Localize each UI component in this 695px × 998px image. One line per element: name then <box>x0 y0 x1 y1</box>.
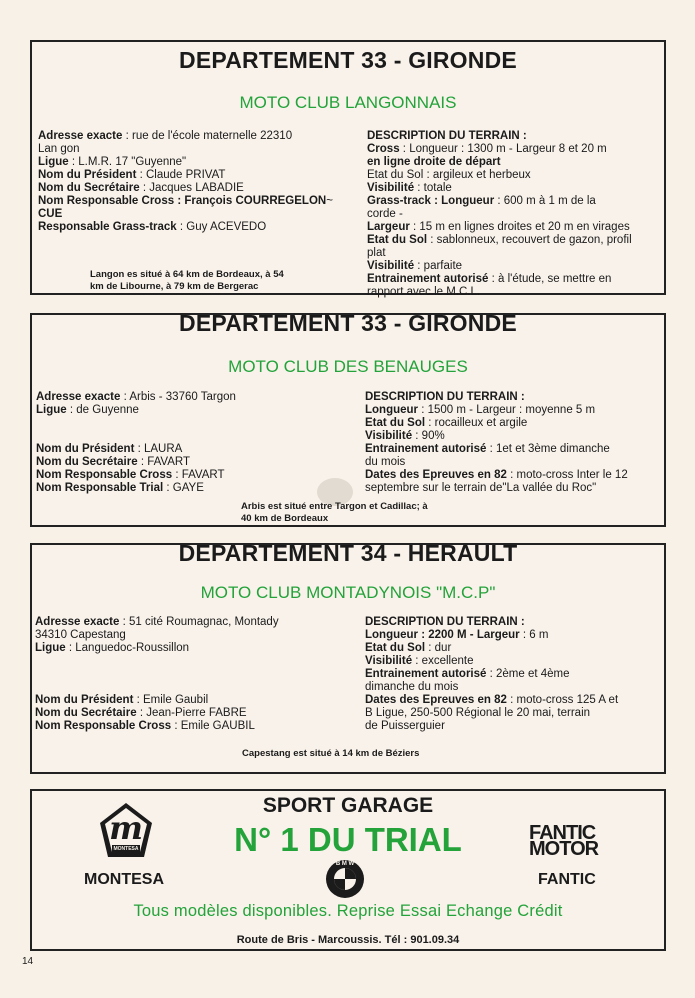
note-line: km de Libourne, à 79 km de Bergerac <box>90 281 259 292</box>
field-value: : 600 m à 1 m de la <box>494 195 596 207</box>
note-line: Capestang est situé à 14 km de Béziers <box>242 748 420 759</box>
field-label: Adresse exacte <box>36 391 121 403</box>
advertisement-box <box>30 789 666 951</box>
field-value: : Claude PRIVAT <box>136 169 226 181</box>
field-value: septembre sur le terrain de"La vallée du Roc" <box>365 482 597 494</box>
left-line <box>38 182 333 195</box>
club-details-left <box>36 391 236 495</box>
field-label: Visibilité <box>365 430 413 442</box>
right-line <box>365 642 618 655</box>
right-line <box>365 443 628 456</box>
field-label: Etat du Sol <box>365 642 426 654</box>
right-line <box>367 286 632 299</box>
club-name: MOTO CLUB DES BENAUGES <box>228 357 468 376</box>
field-label: Adresse exacte <box>35 616 120 628</box>
note-line: 40 km de Bordeaux <box>241 513 329 524</box>
location-note <box>242 748 419 760</box>
field-value: 34310 Capestang <box>35 629 126 641</box>
field-value: corde - <box>367 208 403 220</box>
left-line <box>35 681 279 694</box>
field-label: Cross <box>367 143 400 155</box>
ad-address: Route de Bris - Marcoussis. Tél : 901.09.34 <box>236 934 460 946</box>
left-line <box>36 469 236 482</box>
field-label: Visibilité <box>365 655 413 667</box>
field-value: : Guy ACEVEDO <box>176 221 267 233</box>
field-value: Etat du Sol : argileux et herbeux <box>367 169 531 181</box>
field-label: CUE <box>38 208 63 220</box>
field-label: Nom du Président <box>36 443 135 455</box>
field-label: DESCRIPTION DU TERRAIN : <box>365 391 525 403</box>
field-value: : à l'étude, se mettre en <box>488 273 612 285</box>
field-value: : rue de l'école maternelle 22310 <box>122 130 293 142</box>
bmw-logo <box>325 859 365 899</box>
montesa-logo-caption: MONTESA <box>113 846 139 852</box>
field-value: : 1et et 3ème dimanche <box>486 443 610 455</box>
left-line <box>38 130 333 143</box>
left-line <box>36 430 236 443</box>
field-value: plat <box>367 247 386 259</box>
right-line <box>365 655 618 668</box>
section-box-3 <box>30 540 666 774</box>
fantic-logo-line2: MOTOR <box>529 838 599 860</box>
field-label: Largeur <box>367 221 410 233</box>
right-line <box>365 482 628 495</box>
field-label: Nom du Secrétaire <box>36 456 138 468</box>
right-line <box>365 629 618 642</box>
fantic-logo <box>529 822 619 860</box>
fantic-label: FANTIC <box>538 871 596 888</box>
field-label: DESCRIPTION DU TERRAIN : <box>365 616 525 628</box>
field-label: DESCRIPTION DU TERRAIN : <box>367 130 527 142</box>
field-value: : FAVART <box>137 456 191 468</box>
left-line <box>35 707 279 720</box>
field-value: : excellente <box>412 655 474 667</box>
right-line <box>365 616 618 629</box>
field-label: Ligue <box>35 642 66 654</box>
right-line <box>367 156 632 169</box>
left-line <box>35 668 279 681</box>
field-value: dimanche du mois <box>365 681 459 693</box>
field-label: Adresse exacte <box>38 130 123 142</box>
field-value: Lan gon <box>38 143 80 155</box>
field-label: Nom Responsable Cross <box>36 469 173 481</box>
field-value: : moto-cross 125 A et <box>506 694 619 706</box>
terrain-description <box>365 616 618 733</box>
right-line <box>367 273 632 286</box>
field-label: Nom du Secrétaire <box>35 707 137 719</box>
right-line <box>365 430 628 443</box>
field-value: : moto-cross Inter le 12 <box>506 469 628 481</box>
right-line <box>365 404 628 417</box>
right-line <box>365 668 618 681</box>
field-value: B Ligue, 250-500 Régional le 20 mai, terrain <box>365 707 591 719</box>
field-label: Dates des Epreuves en 82 <box>365 694 507 706</box>
right-line <box>367 234 632 247</box>
field-value: : 15 m en lignes droites et 20 m en virages <box>409 221 630 233</box>
field-label: Nom Responsable Cross : François COURREGELON <box>38 195 327 207</box>
right-line <box>365 469 628 482</box>
field-value: de Puisserguier <box>365 720 445 732</box>
field-value: : rocailleux et argile <box>425 417 528 429</box>
note-line: Arbis est situé entre Targon et Cadillac; à <box>241 501 428 512</box>
right-line <box>367 182 632 195</box>
ad-title: SPORT GARAGE <box>262 794 434 817</box>
right-line <box>367 208 632 221</box>
field-value: : 90% <box>412 430 445 442</box>
left-line <box>36 482 236 495</box>
ad-headline: N° 1 DU TRIAL <box>234 821 462 858</box>
left-line <box>38 195 333 208</box>
left-line <box>38 208 333 221</box>
field-value: : Emile Gaubil <box>133 694 209 706</box>
field-label: Visibilité <box>367 182 415 194</box>
left-line <box>38 221 333 234</box>
field-value: : L.M.R. 17 "Guyenne" <box>68 156 187 168</box>
club-details-left <box>35 616 279 733</box>
field-label: Entrainement autorisé <box>365 668 487 680</box>
left-line <box>36 456 236 469</box>
field-label: Nom du Président <box>38 169 137 181</box>
right-line <box>365 707 618 720</box>
field-value: : parfaite <box>414 260 463 272</box>
right-line <box>367 247 632 260</box>
club-name: MOTO CLUB MONTADYNOIS "M.C.P" <box>200 583 496 602</box>
field-value: : dur <box>425 642 452 654</box>
field-value: : de Guyenne <box>66 404 139 416</box>
field-value: : 51 cité Roumagnac, Montady <box>119 616 279 628</box>
fantic-logo-line1: FANTIC <box>529 822 596 844</box>
field-value: : Jacques LABADIE <box>139 182 244 194</box>
right-line <box>365 456 628 469</box>
field-label: Nom du Secrétaire <box>38 182 140 194</box>
field-label: Longueur <box>365 404 419 416</box>
field-value: du mois <box>365 456 406 468</box>
field-value: : Arbis - 33760 Targon <box>120 391 236 403</box>
field-label: Etat du Sol <box>367 234 428 246</box>
montesa-logo-letter: m <box>109 809 143 847</box>
field-label: Dates des Epreuves en 82 <box>365 469 507 481</box>
left-line <box>38 156 333 169</box>
field-label: Grass-track : Longueur <box>367 195 495 207</box>
right-line <box>367 221 632 234</box>
section-box-2 <box>30 310 666 527</box>
note-line: Langon es situé à 64 km de Bordeaux, à 54 <box>90 269 284 280</box>
right-line <box>365 681 618 694</box>
field-value: ~ <box>326 195 333 207</box>
field-label: en ligne droite de départ <box>367 156 501 168</box>
right-line <box>365 694 618 707</box>
bmw-letters: B M W <box>335 861 355 867</box>
field-label: Ligue <box>38 156 69 168</box>
left-line <box>36 404 236 417</box>
right-line <box>367 143 632 156</box>
department-title: DEPARTEMENT 34 - HERAULT <box>178 540 518 566</box>
field-value: : Languedoc-Roussillon <box>65 642 190 654</box>
left-line <box>36 391 236 404</box>
field-value: : LAURA <box>134 443 183 455</box>
right-line <box>365 720 618 733</box>
field-value: : Jean-Pierre FABRE <box>136 707 247 719</box>
field-label: Nom du Président <box>35 694 134 706</box>
right-line <box>367 169 632 182</box>
montesa-label: MONTESA <box>84 871 164 888</box>
field-value: : FAVART <box>172 469 225 481</box>
field-value: : 2ème et 4ème <box>486 668 570 680</box>
left-line <box>36 417 236 430</box>
department-title: DEPARTEMENT 33 - GIRONDE <box>179 310 517 336</box>
field-value: : 1500 m - Largeur : moyenne 5 m <box>418 404 596 416</box>
section-box-1 <box>30 40 666 298</box>
right-line <box>365 417 628 430</box>
page-number: 14 <box>22 956 34 967</box>
field-value: : sablonneux, recouvert de gazon, profil <box>427 234 632 246</box>
field-label: Etat du Sol <box>365 417 426 429</box>
club-details-left <box>38 130 333 234</box>
field-label: Longueur : 2200 M - Largeur <box>365 629 520 641</box>
montesa-logo <box>96 801 156 861</box>
field-value: rapport avec le M.C.L. <box>367 286 481 298</box>
left-line <box>35 616 279 629</box>
field-value: : Emile GAUBIL <box>171 720 255 732</box>
field-label: Entrainement autorisé <box>367 273 489 285</box>
left-line <box>35 629 279 642</box>
left-line <box>38 143 333 156</box>
club-name: MOTO CLUB LANGONNAIS <box>239 93 457 112</box>
field-value: : totale <box>414 182 452 194</box>
field-label: Nom Responsable Cross <box>35 720 172 732</box>
left-line <box>38 169 333 182</box>
left-line <box>35 720 279 733</box>
left-line <box>35 642 279 655</box>
location-note <box>241 501 428 525</box>
field-label: Nom Responsable Trial <box>36 482 164 494</box>
right-line <box>367 260 632 273</box>
left-line <box>36 443 236 456</box>
field-label: Entrainement autorisé <box>365 443 487 455</box>
department-title: DEPARTEMENT 33 - GIRONDE <box>179 47 517 73</box>
field-value: : GAYE <box>163 482 204 494</box>
left-line <box>35 694 279 707</box>
field-label: Responsable Grass-track <box>38 221 177 233</box>
right-line <box>365 391 628 404</box>
left-line <box>35 655 279 668</box>
ad-tagline: Tous modèles disponibles. Reprise Essai Echange Crédit <box>133 902 563 920</box>
right-line <box>367 195 632 208</box>
location-note <box>90 269 284 293</box>
field-label: Visibilité <box>367 260 415 272</box>
terrain-description <box>367 130 632 299</box>
field-label: Ligue <box>36 404 67 416</box>
terrain-description <box>365 391 628 495</box>
right-line <box>367 130 632 143</box>
field-value: : Longueur : 1300 m - Largeur 8 et 20 m <box>399 143 607 155</box>
field-value: : 6 m <box>519 629 549 641</box>
